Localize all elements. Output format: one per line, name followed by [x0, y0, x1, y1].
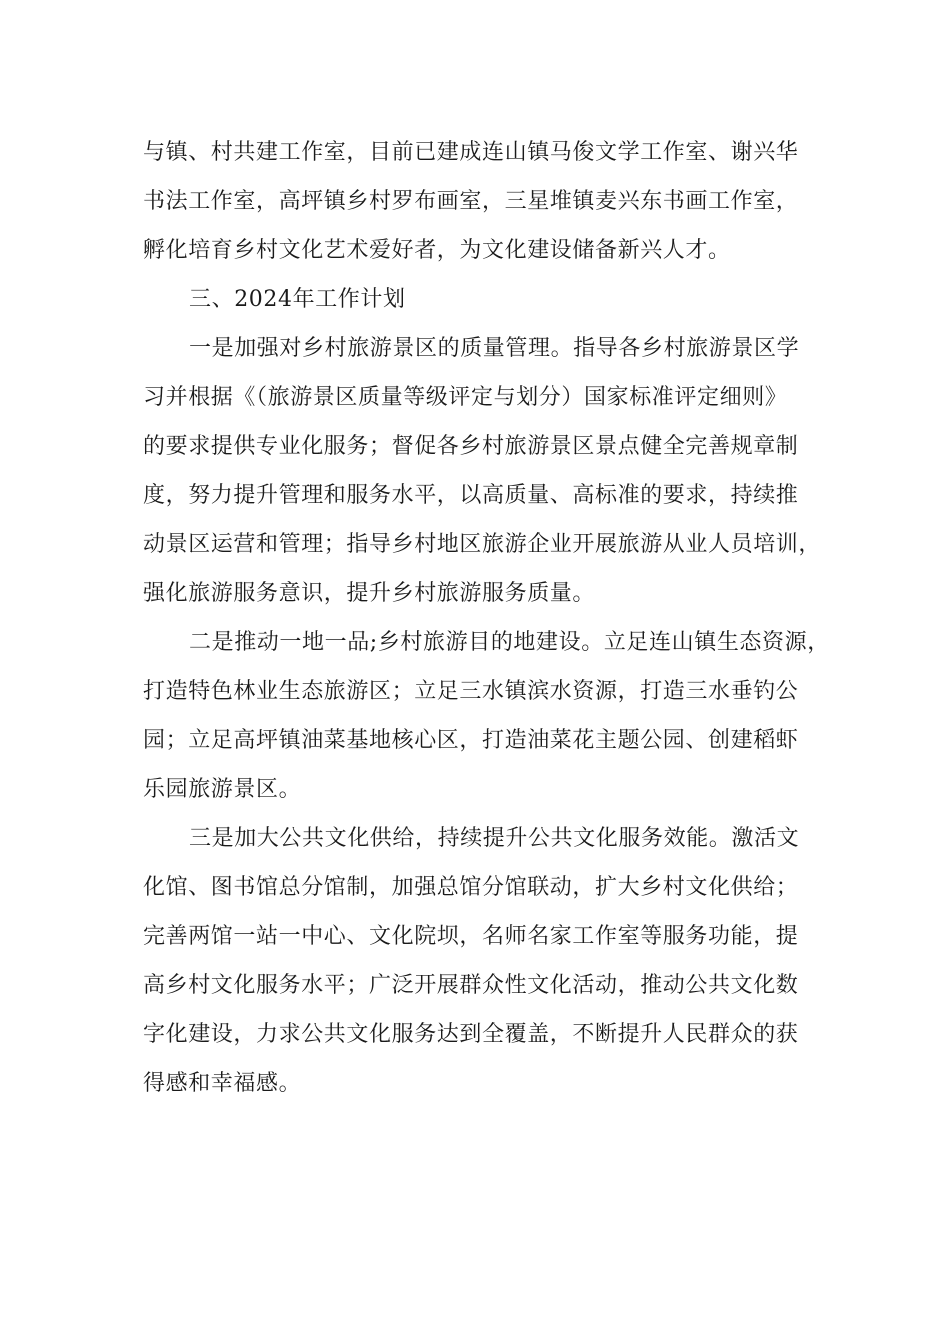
- section-heading-2024-plan: [143, 275, 811, 324]
- text-line: 动景区运营和管理；指导乡村地区旅游企业开展旅游从业人员培训，: [143, 532, 822, 557]
- text-line: 完善两馆一站一中心、文化院坝，名师名家工作室等服务功能，提: [143, 924, 799, 949]
- text-line: 三是加大公共文化供给，持续提升公共文化服务效能。激活文: [189, 826, 800, 851]
- paragraph-quality-management: [143, 324, 822, 618]
- text-line: 与镇、村共建工作室，目前已建成连山镇马俊文学工作室、谢兴华: [143, 140, 799, 165]
- text-line: 强化旅游服务意识，提升乡村旅游服务质量。: [143, 581, 596, 606]
- paragraph-destination-building: [143, 618, 830, 814]
- text-line: 乐园旅游景区。: [143, 777, 302, 802]
- text-line: 字化建设，力求公共文化服务达到全覆盖，不断提升人民群众的获: [143, 1022, 799, 1047]
- text-line: 二是推动一地一品;乡村旅游目的地建设。立足连山镇生态资源，: [189, 630, 830, 655]
- text-line: 书法工作室，高坪镇乡村罗布画室，三星堆镇麦兴东书画工作室，: [143, 189, 799, 214]
- text-line: 一是加强对乡村旅游景区的质量管理。指导各乡村旅游景区学: [189, 336, 800, 361]
- text-line: 化馆、图书馆总分馆制，加强总馆分馆联动，扩大乡村文化供给；: [143, 875, 799, 900]
- text-line: 打造特色林业生态旅游区；立足三水镇滨水资源，打造三水垂钓公: [143, 679, 799, 704]
- paragraph-studios: [143, 128, 811, 275]
- text-line: 度，努力提升管理和服务水平，以高质量、高标准的要求，持续推: [143, 483, 799, 508]
- text-line: 孵化培育乡村文化艺术爱好者，为文化建设储备新兴人才。: [143, 238, 731, 263]
- document-body: [143, 128, 830, 1108]
- section-heading: 三、2024年工作计划: [189, 287, 406, 312]
- text-line: 得感和幸福感。: [143, 1071, 302, 1096]
- text-line: 习并根据《（旅游景区质量等级评定与划分）国家标准评定细则》: [143, 385, 788, 410]
- text-line: 高乡村文化服务水平；广泛开展群众性文化活动，推动公共文化数: [143, 973, 799, 998]
- text-line: 园；立足高坪镇油菜基地核心区，打造油菜花主题公园、创建稻虾: [143, 728, 799, 753]
- text-line: 的要求提供专业化服务；督促各乡村旅游景区景点健全完善规章制: [143, 434, 799, 459]
- paragraph-public-culture: [143, 814, 811, 1108]
